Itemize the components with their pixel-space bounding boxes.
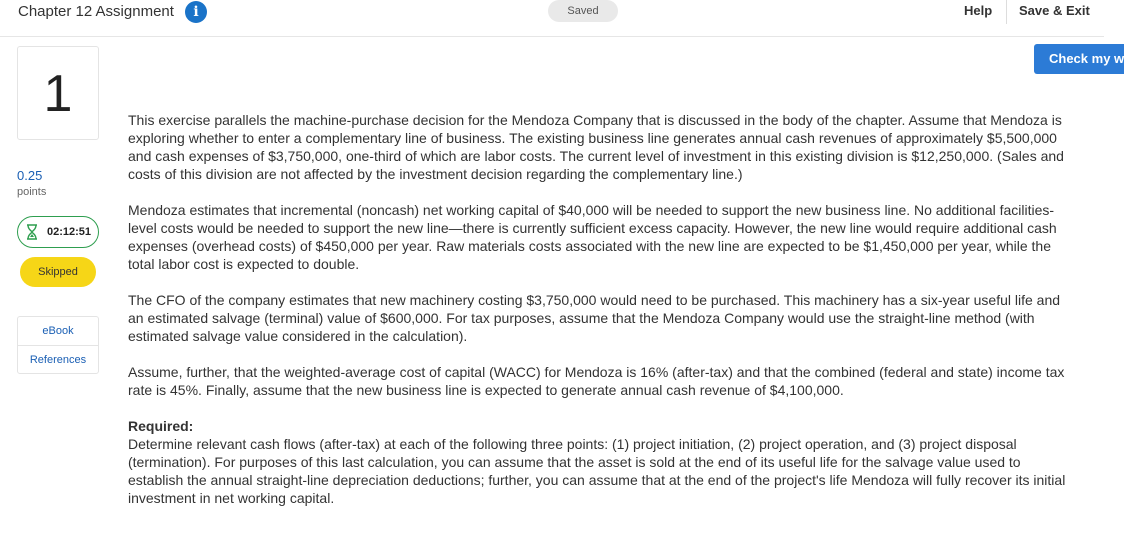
points-label: points: [17, 186, 47, 198]
references-link[interactable]: References: [18, 345, 98, 374]
question-paragraph: This exercise parallels the machine-purchase decision for the Mendoza Company that is discussed in the body of the chapter. Assume that Mendoza is exploring whether to enter a complementary line of business. The existing business line generates annual cash revenues of approximately $5,500,000 and cash expenses of $3,750,000, one-third of which are labor costs. The current level of investment in this existing division is $12,250,000. (Sales and costs of this division are not affected by the investment decision regarding the complementary line.): [128, 112, 1064, 182]
skipped-badge: Skipped: [20, 257, 96, 287]
header-divider: [1006, 0, 1007, 24]
question-content: [128, 111, 1068, 525]
points-value: 0.25: [17, 168, 43, 183]
hourglass-icon: [25, 224, 39, 240]
info-icon[interactable]: i: [185, 1, 207, 23]
timer: [17, 216, 99, 248]
saved-status-badge: Saved: [548, 0, 618, 22]
timer-value: 02:12:51: [47, 226, 92, 238]
top-bar: [0, 0, 1104, 37]
check-my-work-button[interactable]: Check my work: [1034, 44, 1124, 74]
assignment-title: Chapter 12 Assignment: [18, 3, 174, 20]
question-paragraph: Mendoza estimates that incremental (noncash) net working capital of $40,000 will be needed to support the new business line. No additional facilities-level costs would be needed to support the new line—there is currently sufficient excess capacity. However, the new line would require additional cash expenses (overhead costs) of $450,000 per year. Raw materials costs associated with the new line are expected to be $1,450,000 per year, while the total labor cost is expected to double.: [128, 202, 1057, 272]
question-paragraph: The CFO of the company estimates that new machinery costing $3,750,000 would need to be purchased. This machinery has a six-year useful life and an estimated salvage (terminal) value of $600,000. For tax purposes, assume that the Mendoza Company would use the straight-line method (with estimated salvage value considered in the calculation).: [128, 292, 1061, 344]
question-paragraph: Assume, further, that the weighted-average cost of capital (WACC) for Mendoza is 16% (after-tax) and that the combined (federal and state) income tax rate is 45%. Finally, assume that the new business line is expected to generate annual cash revenue of $4,100,000.: [128, 364, 1065, 398]
resource-links: [17, 316, 99, 374]
save-exit-button[interactable]: Save & Exit: [1019, 3, 1090, 18]
question-number: 1: [17, 46, 99, 140]
ebook-link[interactable]: eBook: [42, 325, 74, 337]
required-heading: Required:: [128, 418, 194, 434]
required-text: Determine relevant cash flows (after-tax) at each of the following three points: (1) project initiation, (2) project operation, and (3) project disposal (termination). For purposes of this last calculation, you can assume that the asset is sold at the end of its useful life for the salvage value used to establish the annual straight-line depreciation deductions; further, you can assume that at the end of the project's life Mendoza will fully recover its initial investment in net working capital.: [128, 436, 1066, 506]
help-button[interactable]: Help: [964, 3, 993, 18]
